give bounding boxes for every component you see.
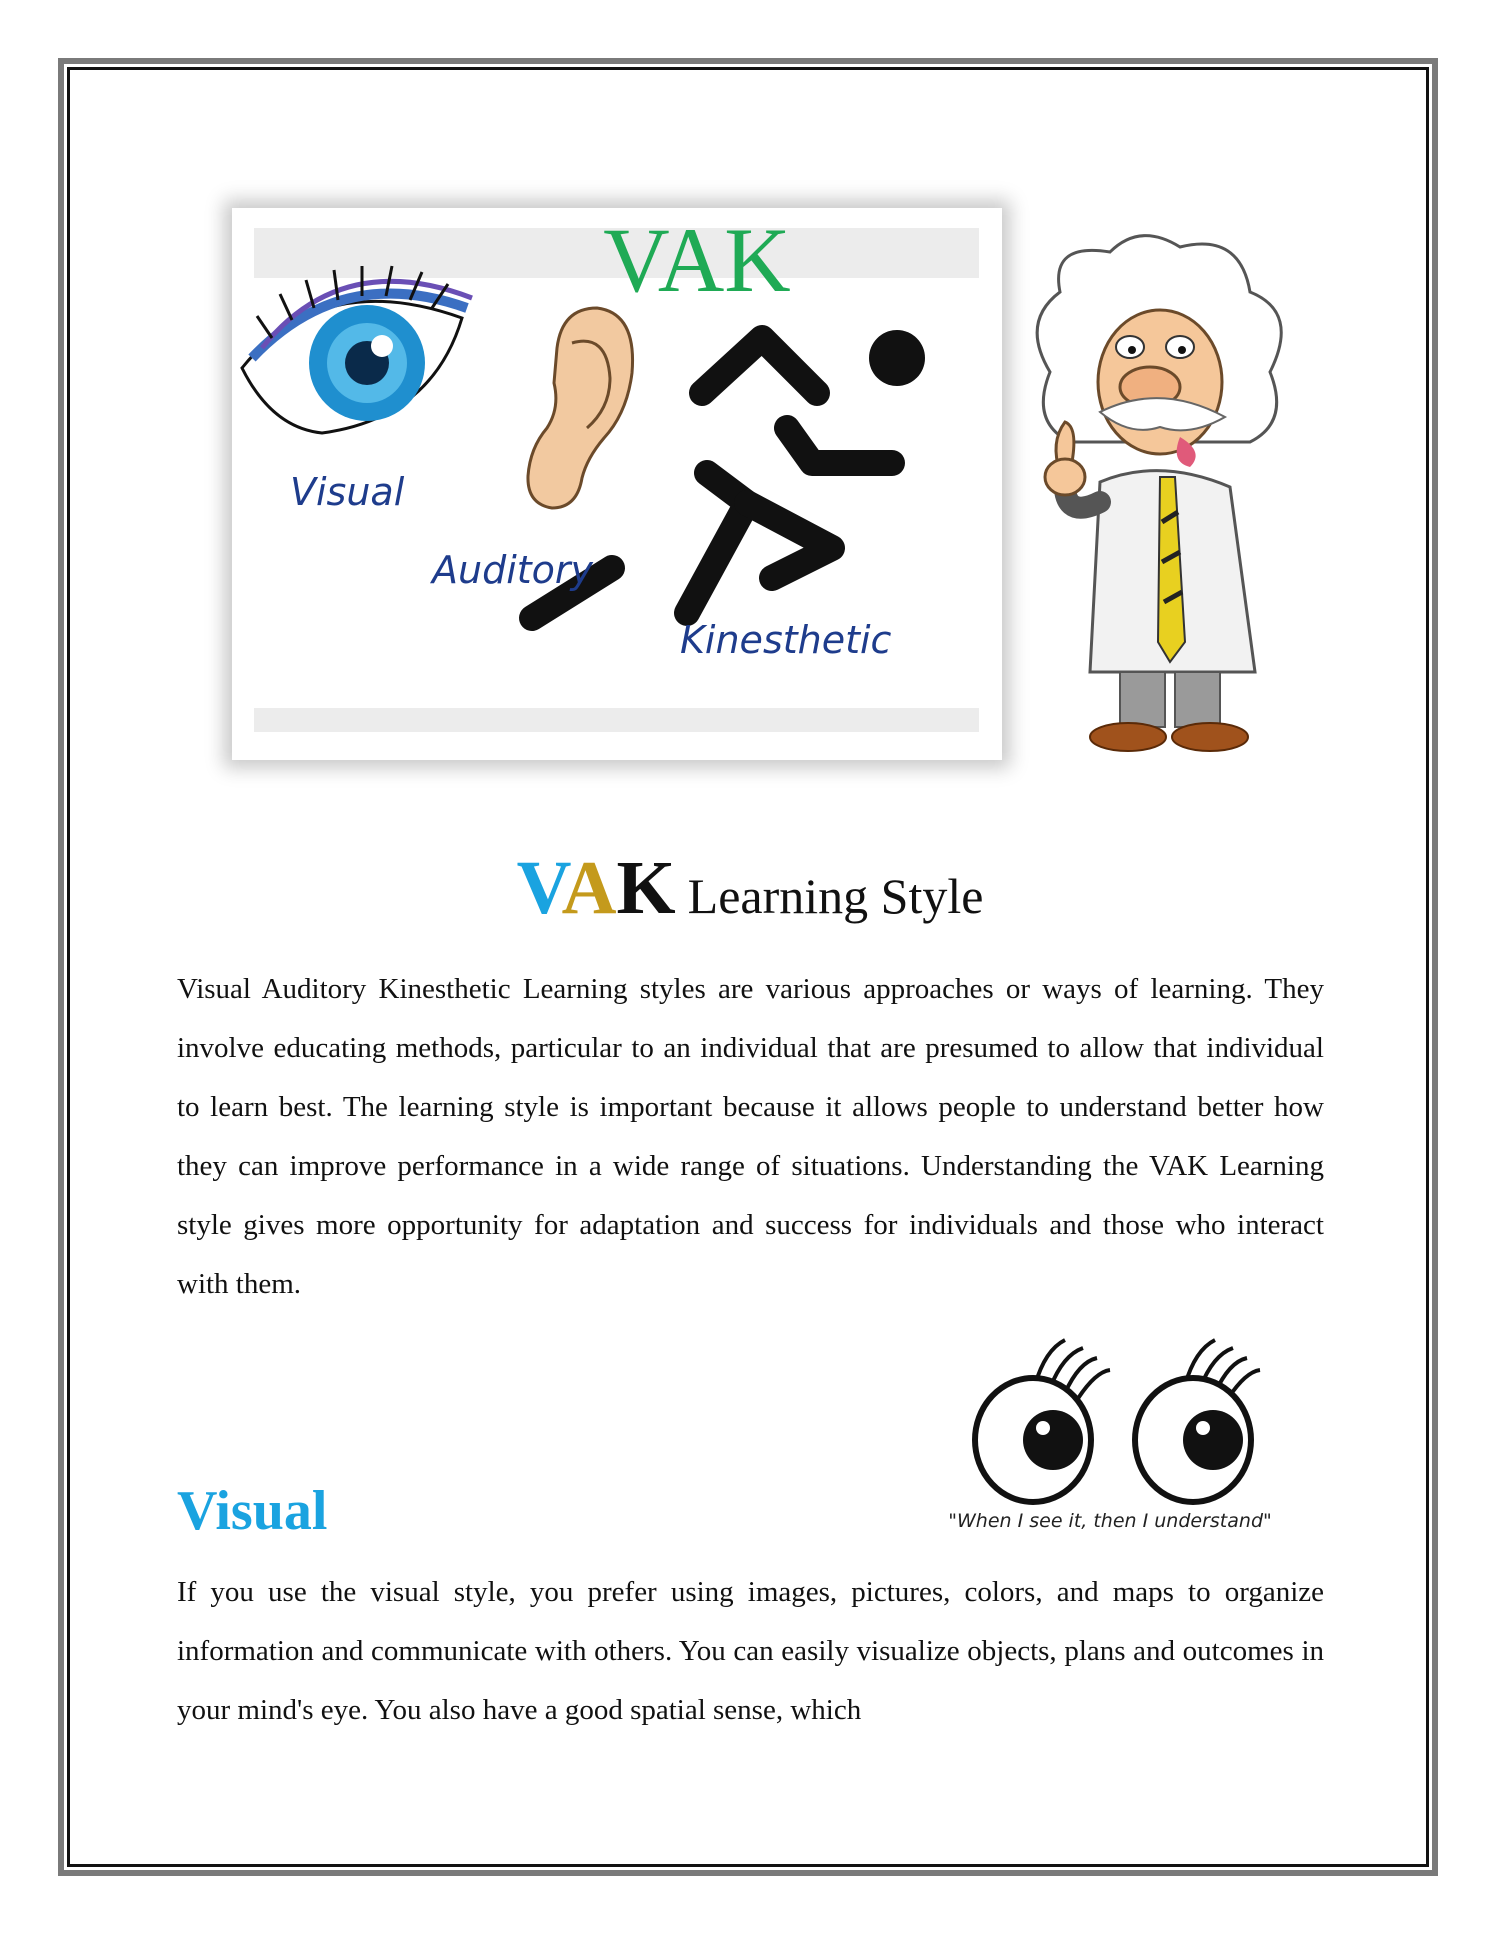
visual-section-heading: Visual <box>177 1480 328 1542</box>
vak-illustration <box>232 208 1002 760</box>
title-letter-k: K <box>616 846 676 930</box>
illustration-title: VAK <box>603 209 791 311</box>
ear-icon <box>528 308 633 508</box>
label-kinesthetic: Kinesthetic <box>680 618 892 662</box>
intro-paragraph: Visual Auditory Kinesthetic Learning styles are various approaches or ways of learning. They involve educating methods, particular to an individual that are presumed to allow that individual to learn best. The learning style is important because it allows people to understand better how they can improve performance in a wide range of situations. Understanding the VAK Learning style gives more opportunity for adaptation and success for individuals and those who interact with them. <box>177 973 1324 1300</box>
page-title <box>0 846 1500 930</box>
professor-cartoon <box>1010 222 1310 762</box>
label-auditory: Auditory <box>432 548 594 592</box>
title-letter-a: A <box>561 846 617 930</box>
cartoon-eyes-icon <box>945 1330 1275 1510</box>
visual-section-paragraph: If you use the visual style, you prefer using images, pictures, colors, and maps to organize information and communicate with others. You can easily visualize objects, plans and outcomes in your mind's eye. You also have a good spatial sense, which <box>177 1576 1324 1726</box>
label-visual: Visual <box>290 470 405 514</box>
title-rest: Learning Style <box>687 868 984 924</box>
eyes-caption: "When I see it, then I understand" <box>948 1510 1272 1532</box>
title-letter-v: V <box>516 846 562 930</box>
